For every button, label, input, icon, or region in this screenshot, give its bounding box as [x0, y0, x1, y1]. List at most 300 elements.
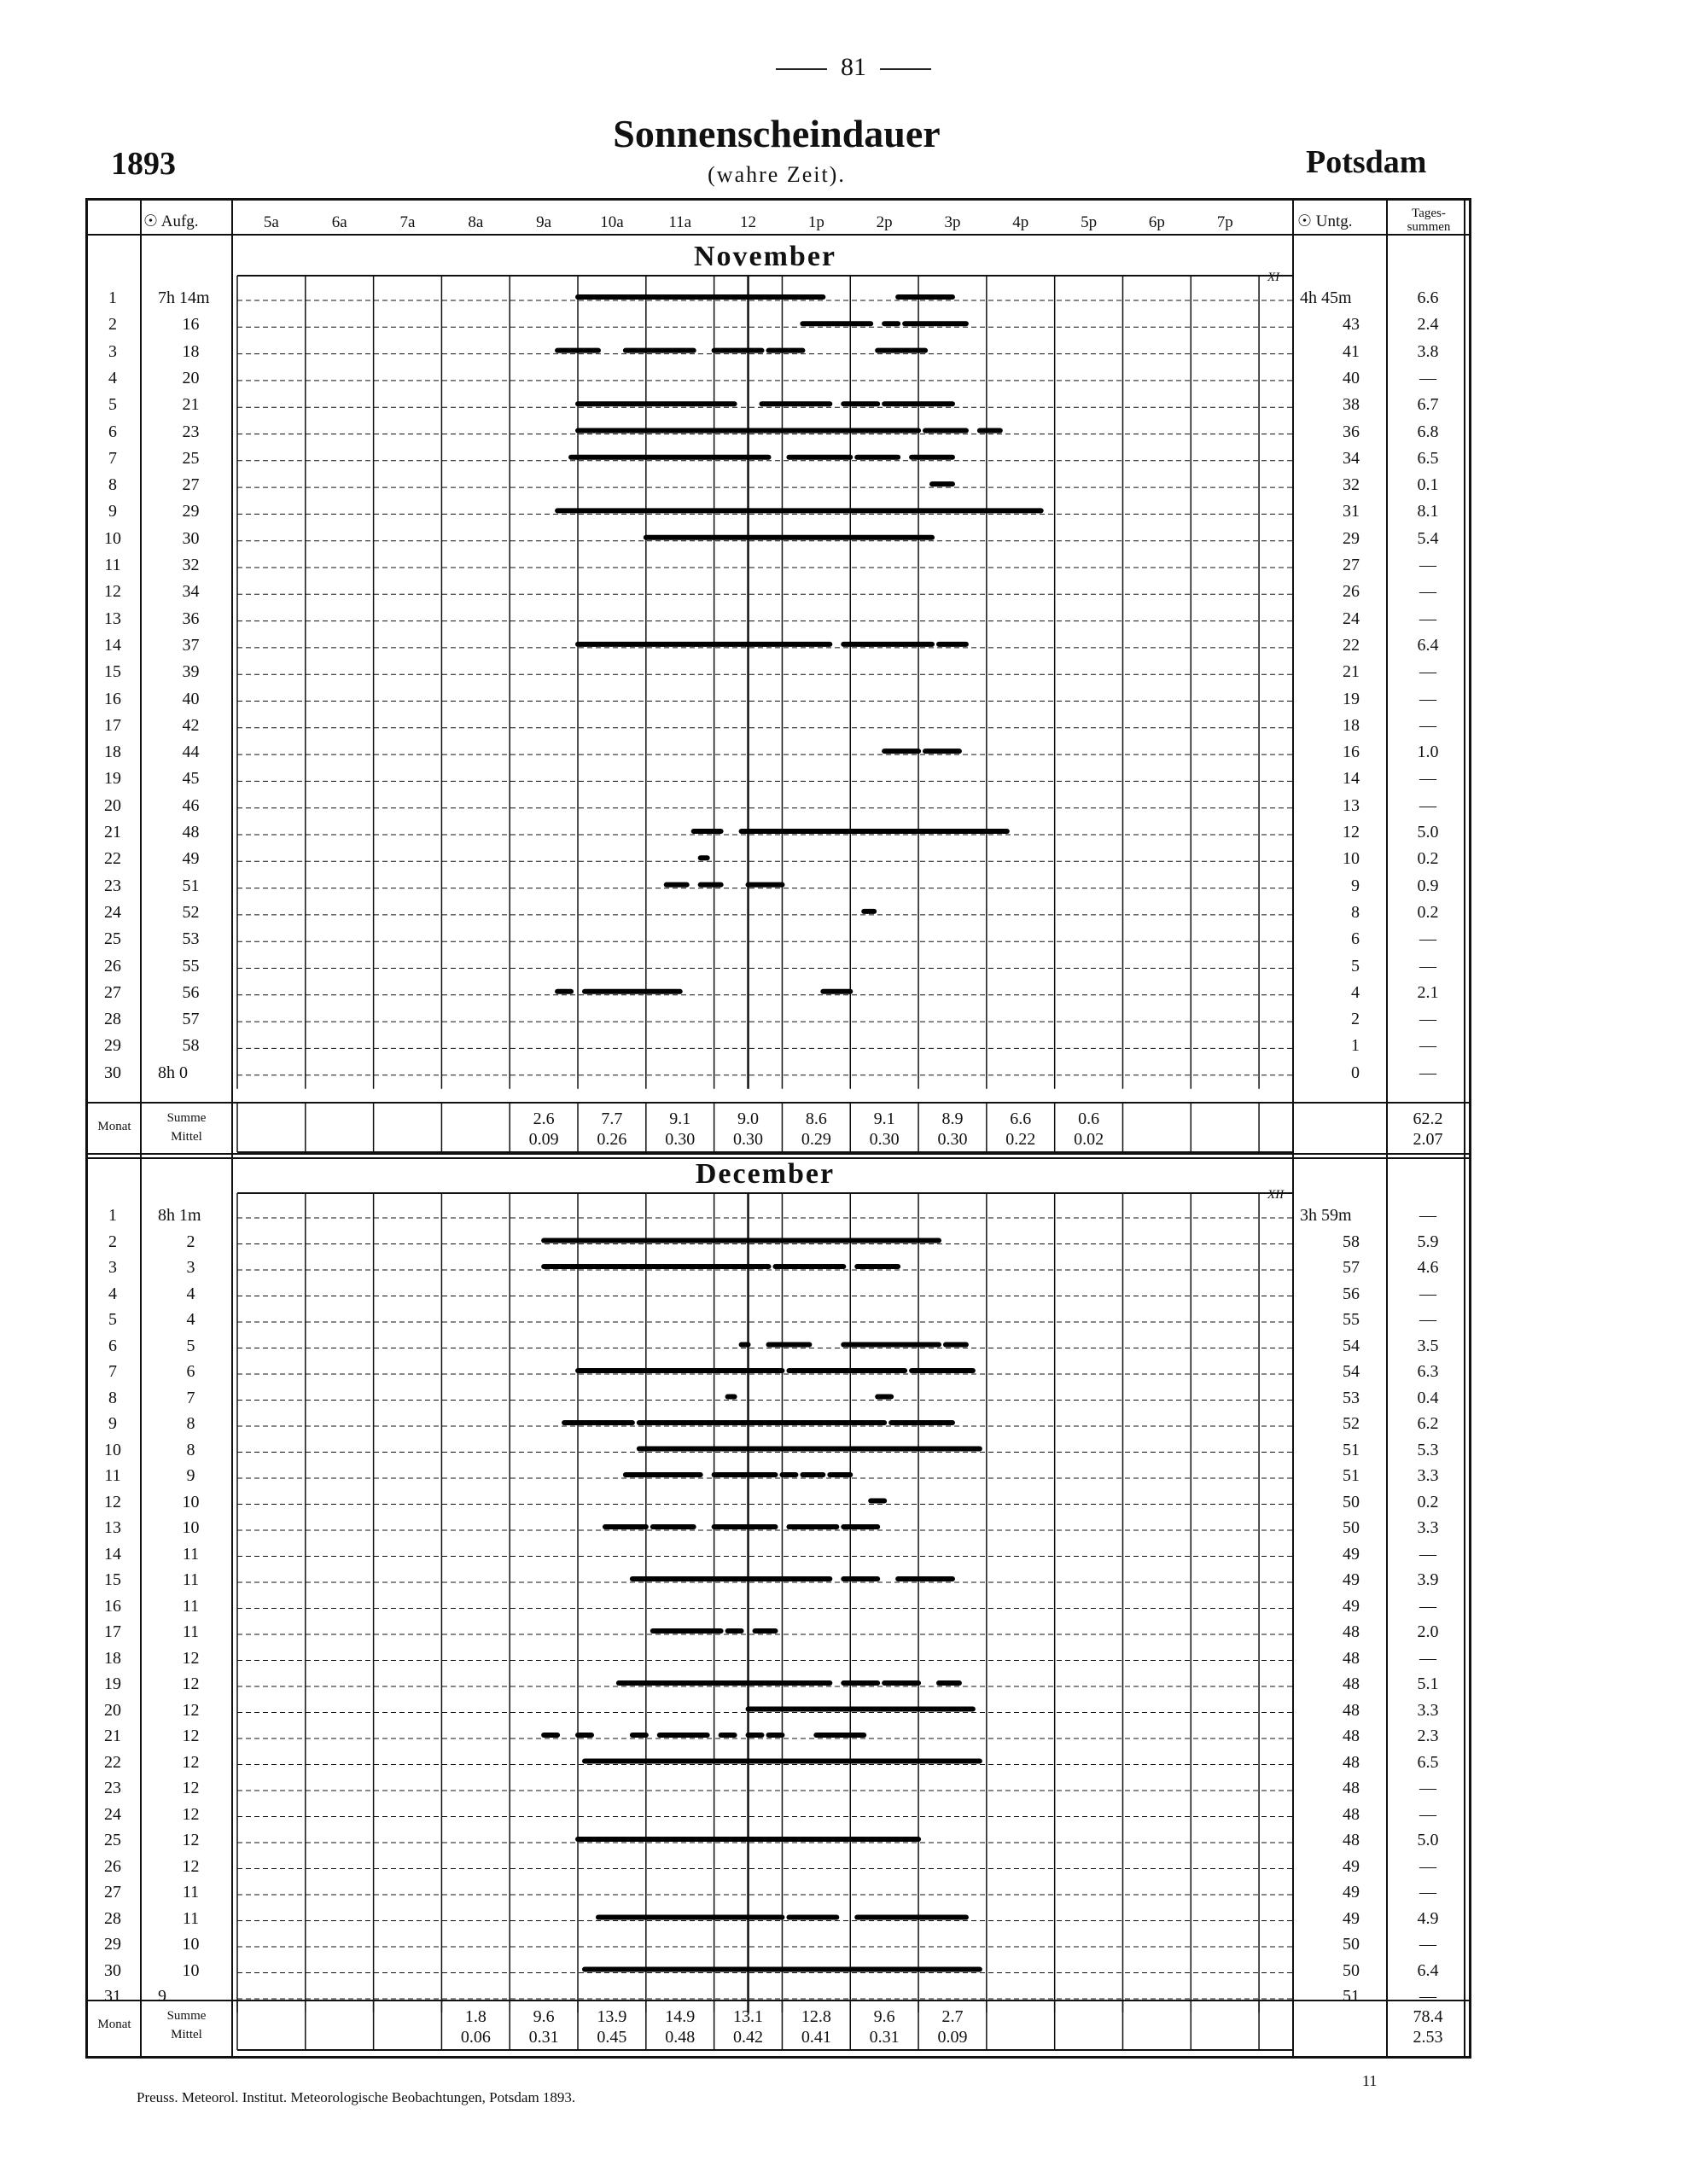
hour-label: 5a: [263, 213, 279, 231]
daily-total: —: [1419, 1063, 1436, 1082]
daily-total: —: [1419, 715, 1436, 735]
hourly-mean: 0.29: [801, 1130, 831, 1149]
sunset-time: 48: [1343, 1674, 1360, 1693]
sunset-time: 49: [1343, 1570, 1360, 1589]
sunrise-time: 2: [186, 1232, 195, 1251]
month-mean: 2.07: [1413, 1130, 1443, 1149]
daily-total: 3.3: [1417, 1466, 1439, 1485]
hourly-mean: 0.06: [460, 2028, 491, 2047]
day-number: 2: [108, 315, 117, 335]
hourly-sum: 13.1: [733, 2007, 764, 2026]
daily-total: 3.9: [1417, 1570, 1439, 1589]
day-number: 12: [104, 1492, 121, 1511]
footer-sheet-number: 11: [1362, 2072, 1378, 2089]
hourly-sum: 8.6: [805, 1109, 827, 1128]
sunset-time: 55: [1343, 1310, 1360, 1329]
hour-label: 10a: [600, 213, 624, 231]
day-number: 9: [108, 1414, 117, 1433]
hourly-sum: 6.6: [1010, 1109, 1032, 1128]
daily-total: —: [1419, 769, 1436, 789]
month-total: 62.2: [1413, 1109, 1443, 1128]
day-number: 30: [104, 1063, 121, 1082]
daily-total: 6.2: [1417, 1414, 1439, 1433]
daily-total: —: [1419, 956, 1436, 976]
hour-label: 2p: [876, 213, 893, 231]
day-number: 18: [104, 743, 121, 762]
sunrise-time: 57: [182, 1010, 200, 1029]
hour-label: 4p: [1012, 213, 1029, 231]
sunrise-time: 10: [182, 1518, 200, 1537]
sunrise-time: 12: [182, 1779, 200, 1797]
daily-total: —: [1419, 1010, 1436, 1029]
sunset-time: 18: [1343, 715, 1360, 735]
sunset-time: 1: [1351, 1036, 1360, 1056]
hourly-sum: 9.1: [873, 1109, 895, 1128]
sunrise-time: 8: [186, 1414, 195, 1433]
sun-icon: ☉: [1297, 213, 1313, 230]
day-number: 3: [108, 341, 117, 361]
hourly-mean: 0.30: [869, 1130, 900, 1149]
sunset-time: 57: [1343, 1258, 1360, 1277]
sunrise-time: 32: [182, 556, 200, 574]
day-number: 24: [104, 1804, 121, 1824]
day-number: 1: [108, 1206, 117, 1225]
sunrise-time: 12: [182, 1700, 200, 1720]
daily-total: 5.0: [1417, 1831, 1439, 1849]
daily-total: 2.0: [1417, 1622, 1439, 1641]
daily-total: —: [1419, 609, 1436, 628]
daily-total: 3.3: [1417, 1700, 1439, 1720]
day-number: 20: [104, 1700, 121, 1720]
sunset-time: 48: [1343, 1648, 1360, 1668]
sunset-time: 24: [1343, 609, 1360, 628]
sunset-time: 51: [1343, 1987, 1360, 2006]
sunrise-time: 34: [182, 582, 200, 602]
daily-total: —: [1419, 1779, 1436, 1797]
hourly-sum: 9.1: [669, 1109, 691, 1128]
day-number: 6: [108, 422, 117, 441]
sunrise-time: 40: [182, 689, 200, 708]
sunrise-time: 58: [182, 1036, 200, 1056]
hourly-mean: 0.26: [597, 1130, 627, 1149]
hourly-sum: 2.7: [941, 2007, 964, 2026]
hour-label: 8a: [468, 213, 484, 231]
sun-icon: ☉: [143, 213, 159, 230]
daily-total: 6.3: [1417, 1362, 1439, 1381]
sunset-time: 54: [1343, 1362, 1360, 1381]
totals-header: Tages- summen: [1407, 207, 1451, 234]
sunset-time: 21: [1343, 662, 1360, 682]
day-number: 11: [104, 1466, 121, 1485]
sunrise-time: 4: [186, 1284, 195, 1303]
sunset-time: 52: [1343, 1414, 1360, 1433]
daily-total: 4.9: [1417, 1908, 1439, 1928]
sunrise-time: 10: [182, 1492, 200, 1511]
sunrise-time: 4: [186, 1310, 195, 1329]
hour-label: 11a: [668, 213, 692, 231]
sunset-time: 27: [1343, 556, 1360, 574]
sunrise-time: 12: [182, 1674, 200, 1693]
daily-total: —: [1419, 556, 1436, 574]
sunrise-time: 8h 1m: [158, 1206, 201, 1225]
hourly-sum: 13.9: [597, 2007, 627, 2026]
daily-total: 6.5: [1417, 448, 1439, 468]
sunrise-time: 8: [186, 1440, 195, 1459]
day-number: 29: [104, 1036, 121, 1056]
hourly-mean: 0.22: [1005, 1130, 1036, 1149]
daily-total: 0.2: [1417, 1492, 1439, 1511]
sunset-time: 50: [1343, 1935, 1360, 1954]
sunset-time: 8: [1351, 902, 1360, 922]
day-number: 17: [104, 1622, 121, 1641]
day-number: 12: [104, 582, 121, 602]
sunset-time: 51: [1343, 1440, 1360, 1459]
day-number: 21: [104, 823, 121, 842]
daily-total: —: [1419, 795, 1436, 815]
day-number: 5: [108, 1310, 117, 1329]
sunrise-header: ☉ Aufg.: [143, 213, 199, 230]
day-number: 28: [104, 1908, 121, 1928]
sunset-time: 49: [1343, 1544, 1360, 1564]
sunset-time: 49: [1343, 1908, 1360, 1928]
monthly-label: Monat: [97, 1120, 131, 1133]
day-number: 15: [104, 662, 121, 682]
sunset-time: 29: [1343, 528, 1360, 548]
day-number: 19: [104, 1674, 121, 1693]
sunrise-time: 8h 0: [158, 1063, 188, 1082]
daily-total: 0.1: [1417, 475, 1439, 495]
sunset-time: 10: [1343, 849, 1360, 869]
day-number: 29: [104, 1935, 121, 1954]
sunset-time: 53: [1343, 1388, 1360, 1407]
sunrise-time: 7h 14m: [158, 288, 210, 307]
sunset-time: 48: [1343, 1727, 1360, 1745]
hourly-sum: 9.6: [873, 2007, 895, 2026]
day-number: 23: [104, 1779, 121, 1797]
sunset-time: 26: [1343, 582, 1360, 602]
day-number: 21: [104, 1727, 121, 1745]
daily-total: —: [1419, 1036, 1436, 1056]
hourly-sum: 2.6: [533, 1109, 555, 1128]
hourly-sum: 9.6: [533, 2007, 555, 2026]
hour-label: 9a: [536, 213, 552, 231]
sunrise-time: 25: [182, 448, 200, 468]
daily-total: —: [1419, 1206, 1436, 1225]
daily-total: 5.0: [1417, 823, 1439, 842]
day-number: 9: [108, 502, 117, 521]
daily-total: 5.3: [1417, 1440, 1439, 1459]
day-number: 8: [108, 1388, 117, 1407]
daily-total: 3.5: [1417, 1336, 1439, 1355]
day-number: 4: [108, 368, 117, 387]
day-number: 10: [104, 528, 121, 548]
day-number: 25: [104, 929, 121, 949]
mittel-label: Mittel: [171, 1130, 202, 1144]
sunrise-time: 12: [182, 1856, 200, 1876]
sunrise-time: 18: [182, 341, 200, 361]
sunrise-time: 3: [186, 1258, 195, 1277]
hourly-mean: 0.30: [937, 1130, 968, 1149]
daily-total: 6.8: [1417, 422, 1439, 441]
day-number: 10: [104, 1440, 121, 1459]
daily-total: —: [1419, 1284, 1436, 1303]
day-number: 16: [104, 689, 121, 708]
day-number: 27: [104, 1883, 121, 1902]
sunrise-time: 30: [182, 528, 200, 548]
daily-total: 6.5: [1417, 1752, 1439, 1772]
daily-total: 8.1: [1417, 502, 1439, 521]
sunset-time: 54: [1343, 1336, 1360, 1355]
hour-label: 5p: [1081, 213, 1098, 231]
hourly-mean: 0.42: [733, 2028, 764, 2047]
sunset-time: 31: [1343, 502, 1360, 521]
sunset-time: 12: [1343, 823, 1360, 842]
sunset-time: 58: [1343, 1232, 1360, 1251]
sunrise-time: 9: [186, 1466, 195, 1485]
sunset-time: 34: [1343, 448, 1360, 468]
sunrise-time: 5: [186, 1336, 195, 1355]
sunset-time: 49: [1343, 1883, 1360, 1902]
day-number: 2: [108, 1232, 117, 1251]
sunset-time: 16: [1343, 743, 1360, 762]
daily-total: 3.8: [1417, 341, 1439, 361]
hourly-sum: 0.6: [1078, 1109, 1100, 1128]
sunrise-time: 16: [182, 315, 200, 335]
daily-total: 2.4: [1417, 315, 1439, 335]
month-roman-numeral: XI: [1267, 271, 1280, 284]
page-subtitle: (wahre Zeit).: [708, 162, 846, 187]
sunrise-time: 20: [182, 368, 200, 387]
day-number: 7: [108, 1362, 117, 1381]
sunrise-time: 27: [182, 475, 200, 495]
day-number: 26: [104, 956, 121, 976]
day-number: 6: [108, 1336, 117, 1355]
daily-total: 1.0: [1417, 743, 1439, 762]
sunset-time: 50: [1343, 1960, 1360, 1980]
sunrise-time: 39: [182, 662, 200, 682]
day-number: 8: [108, 475, 117, 495]
hourly-mean: 0.41: [801, 2028, 831, 2047]
daily-total: —: [1419, 1648, 1436, 1668]
sunset-time: 32: [1343, 475, 1360, 495]
sunset-time: 48: [1343, 1779, 1360, 1797]
sunrise-time: 51: [182, 876, 200, 895]
sunset-time: 50: [1343, 1518, 1360, 1537]
hourly-mean: 0.30: [665, 1130, 696, 1149]
hourly-sum: 12.8: [801, 2007, 831, 2026]
daily-total: 2.1: [1417, 982, 1439, 1002]
mittel-label: Mittel: [171, 2028, 202, 2041]
day-number: 26: [104, 1856, 121, 1876]
sunrise-time: 12: [182, 1727, 200, 1745]
sunset-time: 4h 45m: [1300, 288, 1352, 307]
day-number: 3: [108, 1258, 117, 1277]
sunrise-time: 49: [182, 849, 200, 869]
hourly-mean: 0.48: [665, 2028, 696, 2047]
summe-label: Summe: [166, 1111, 207, 1125]
sunset-time: 0: [1351, 1063, 1360, 1082]
daily-total: —: [1419, 582, 1436, 602]
hourly-mean: 0.09: [528, 1130, 559, 1149]
footer-source: Preuss. Meteorol. Institut. Meteorologische Beobachtungen, Potsdam 1893.: [137, 2089, 576, 2105]
hour-label: 12: [740, 213, 757, 231]
sunrise-time: 11: [182, 1596, 200, 1616]
day-number: 18: [104, 1648, 121, 1668]
sunset-time: 36: [1343, 422, 1360, 441]
sunset-time: 51: [1343, 1466, 1360, 1485]
hour-label: 7p: [1216, 213, 1233, 231]
daily-total: 2.3: [1417, 1727, 1439, 1745]
hour-label: 6a: [331, 213, 347, 231]
day-number: 28: [104, 1010, 121, 1029]
sunset-time: 48: [1343, 1804, 1360, 1824]
sunrise-time: 55: [182, 956, 200, 976]
sunset-time: 49: [1343, 1596, 1360, 1616]
daily-total: —: [1419, 929, 1436, 949]
sunset-time: 43: [1343, 315, 1360, 335]
month-roman-numeral: XII: [1267, 1188, 1285, 1202]
daily-total: 0.9: [1417, 876, 1439, 895]
day-number: 22: [104, 1752, 121, 1772]
sunset-time: 13: [1343, 795, 1360, 815]
hourly-mean: 0.45: [597, 2028, 627, 2047]
sunrise-time: 12: [182, 1831, 200, 1849]
day-number: 15: [104, 1570, 121, 1589]
sunrise-time: 9: [158, 1987, 166, 2006]
sunset-time: 38: [1343, 395, 1360, 415]
daily-total: 6.4: [1417, 1960, 1439, 1980]
day-number: 24: [104, 902, 121, 922]
sunrise-time: 6: [186, 1362, 195, 1381]
hourly-sum: 9.0: [737, 1109, 760, 1128]
sunrise-time: 21: [182, 395, 200, 415]
sunset-time: 2: [1351, 1010, 1360, 1029]
hourly-mean: 0.30: [733, 1130, 764, 1149]
daily-total: 6.7: [1417, 395, 1439, 415]
sunset-time: 41: [1343, 341, 1360, 361]
sunrise-time: 29: [182, 502, 200, 521]
month-mean: 2.53: [1413, 2028, 1443, 2047]
sunset-time: 5: [1351, 956, 1360, 976]
station-label: Potsdam: [1306, 144, 1427, 180]
sunrise-time: 36: [182, 609, 200, 628]
daily-total: —: [1419, 1883, 1436, 1902]
daily-total: —: [1419, 1544, 1436, 1564]
sunset-time: 22: [1343, 635, 1360, 655]
day-number: 30: [104, 1960, 121, 1980]
sunset-time: 14: [1343, 769, 1360, 789]
day-number: 1: [108, 288, 117, 307]
daily-total: 5.4: [1417, 528, 1439, 548]
monthly-label: Monat: [97, 2018, 131, 2031]
hourly-sum: 1.8: [464, 2007, 486, 2026]
sunset-time: 49: [1343, 1856, 1360, 1876]
month-total: 78.4: [1413, 2007, 1443, 2026]
day-number: 25: [104, 1831, 121, 1849]
month-title: November: [693, 241, 837, 272]
sunrise-time: 44: [182, 743, 200, 762]
sunset-header: ☉ Untg.: [1297, 213, 1353, 230]
daily-total: —: [1419, 1804, 1436, 1824]
sunset-time: 48: [1343, 1622, 1360, 1641]
sunrise-time: 11: [182, 1570, 200, 1589]
daily-total: —: [1419, 1987, 1436, 2006]
daily-total: 0.2: [1417, 902, 1439, 922]
sunset-time: 40: [1343, 368, 1360, 387]
sunset-time: 48: [1343, 1700, 1360, 1720]
hourly-sum: 8.9: [941, 1109, 964, 1128]
day-number: 13: [104, 1518, 121, 1537]
sunset-time: 48: [1343, 1831, 1360, 1849]
sunrise-time: 11: [182, 1622, 200, 1641]
sunrise-time: 46: [182, 795, 200, 815]
sunset-time: 9: [1351, 876, 1360, 895]
daily-total: —: [1419, 368, 1436, 387]
hour-label: 1p: [807, 213, 824, 231]
daily-total: —: [1419, 1856, 1436, 1876]
daily-total: 3.3: [1417, 1518, 1439, 1537]
sunrise-time: 37: [182, 635, 200, 655]
sunrise-time: 56: [182, 982, 200, 1002]
hourly-mean: 0.09: [937, 2028, 968, 2047]
daily-total: 5.1: [1417, 1674, 1439, 1693]
sunrise-time: 45: [182, 769, 200, 789]
daily-total: —: [1419, 689, 1436, 708]
daily-total: —: [1419, 1310, 1436, 1329]
sunrise-time: 52: [182, 902, 200, 922]
sunrise-time: 11: [182, 1908, 200, 1928]
sunrise-time: 12: [182, 1648, 200, 1668]
hour-label: 3p: [944, 213, 961, 231]
sunrise-time: 23: [182, 422, 200, 441]
day-number: 23: [104, 876, 121, 895]
hour-label: 7a: [399, 213, 416, 231]
daily-total: —: [1419, 1596, 1436, 1616]
sunset-time: 4: [1351, 982, 1360, 1002]
day-number: 11: [104, 556, 121, 574]
sunrise-time: 10: [182, 1960, 200, 1980]
sunset-time: 6: [1351, 929, 1360, 949]
daily-total: 0.4: [1417, 1388, 1439, 1407]
daily-total: 4.6: [1417, 1258, 1439, 1277]
sunrise-time: 10: [182, 1935, 200, 1954]
day-number: 27: [104, 982, 121, 1002]
summe-label: Summe: [166, 2009, 207, 2023]
page-number: 81: [0, 53, 1707, 82]
daily-total: 0.2: [1417, 849, 1439, 869]
sunrise-time: 11: [182, 1544, 200, 1564]
sunrise-time: 7: [186, 1388, 195, 1407]
day-number: 19: [104, 769, 121, 789]
sunset-time: 3h 59m: [1300, 1206, 1352, 1225]
day-number: 14: [104, 1544, 121, 1564]
day-number: 5: [108, 395, 117, 415]
sunset-time: 19: [1343, 689, 1360, 708]
sunrise-time: 48: [182, 823, 200, 842]
sunrise-time: 12: [182, 1804, 200, 1824]
sunrise-time: 11: [182, 1883, 200, 1902]
hourly-mean: 0.31: [869, 2028, 900, 2047]
day-number: 31: [104, 1987, 121, 2006]
day-number: 7: [108, 448, 117, 468]
daily-total: —: [1419, 662, 1436, 682]
year-label: 1893: [111, 146, 176, 182]
sunset-time: 56: [1343, 1284, 1360, 1303]
day-number: 17: [104, 715, 121, 735]
day-number: 20: [104, 795, 121, 815]
hourly-sum: 7.7: [601, 1109, 623, 1128]
hour-label: 6p: [1148, 213, 1165, 231]
